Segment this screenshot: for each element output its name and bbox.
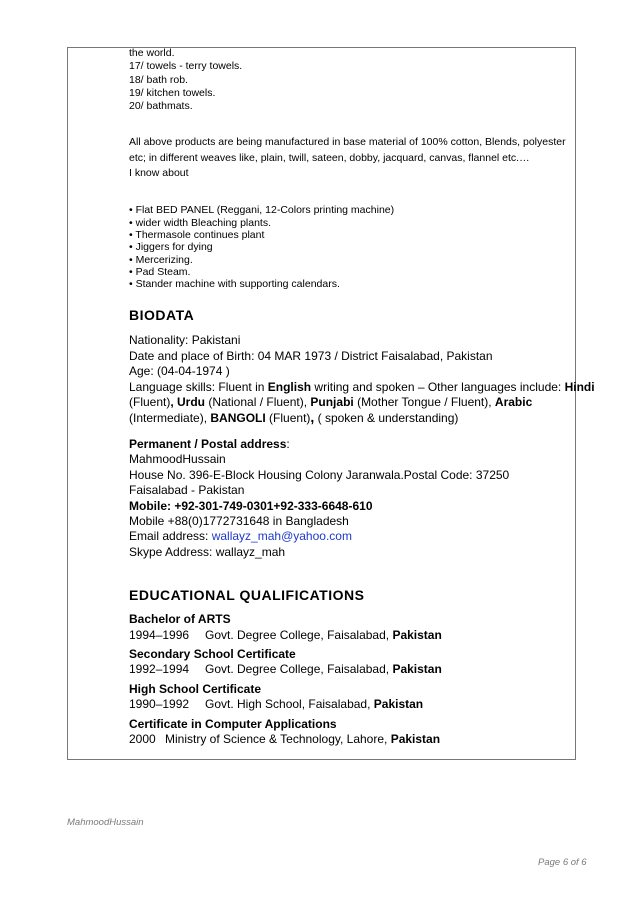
degree-title	[129, 717, 579, 732]
contact-name: MahmoodHussain	[129, 452, 226, 467]
degree-country: Pakistan	[390, 731, 441, 746]
email-line	[129, 529, 579, 544]
degree-title-text: Bachelor of ARTS	[129, 612, 231, 627]
education-item	[129, 647, 579, 678]
mobile-pakistan-text: Mobile: +92-301-749-0301+92-333-6648-610	[129, 498, 373, 513]
lang-punjabi: Punjabi	[310, 395, 354, 410]
skype: Skype Address: wallayz_mah	[129, 544, 286, 559]
degree-details	[129, 662, 579, 677]
degree-details	[129, 628, 579, 643]
degree-years: 2000	[129, 731, 156, 746]
degree-country: Pakistan	[392, 627, 442, 642]
degree-country: Pakistan	[392, 662, 442, 677]
product-line: the world.	[129, 47, 175, 59]
degree-institution: Govt. High School, Faisalabad,	[205, 697, 374, 712]
address-label-line	[129, 437, 579, 452]
degree-details	[129, 732, 579, 747]
degree-years: 1994–1996	[129, 627, 190, 642]
product-line: 19/ kitchen towels.	[129, 86, 216, 99]
biodata-heading: BIODATA	[129, 307, 195, 324]
footer-page-number: Page 6 of 6	[538, 857, 587, 868]
lang-text: writing and spoken – Other languages include:	[311, 379, 565, 394]
education-heading: EDUCATIONAL QUALIFICATIONS	[129, 587, 365, 604]
education-item	[129, 682, 579, 713]
language-skills	[129, 379, 595, 395]
language-skills-cont	[129, 410, 579, 426]
degree-years: 1992–1994	[129, 662, 190, 677]
lang-hindi: Hindi	[564, 379, 595, 394]
degree-title-text: High School Certificate	[129, 681, 262, 696]
products-paragraph	[129, 136, 579, 180]
degree-details	[129, 697, 579, 712]
degree-title	[129, 647, 579, 662]
lang-english: English	[267, 379, 312, 394]
email-link[interactable]: wallayz_mah@yahoo.com	[211, 529, 352, 544]
degree-institution: Ministry of Science & Technology, Lahore,	[165, 731, 391, 746]
lang-text: Language skills: Fluent in	[129, 379, 268, 394]
degree-title-text: Secondary School Certificate	[129, 646, 296, 661]
bullet-item: • Flat BED PANEL (Reggani, 12-Colors printing machine)	[129, 204, 395, 217]
footer-author: MahmoodHussain	[67, 817, 144, 828]
education-item	[129, 612, 579, 643]
house-address: House No. 396-E-Block Housing Colony Jaranwala.Postal Code: 37250	[129, 467, 510, 482]
product-line: 17/ towels - terry towels.	[129, 60, 243, 73]
mobile-bangladesh: Mobile +88(0)1772731648 in Bangladesh	[129, 513, 349, 528]
degree-institution: Govt. Degree College, Faisalabad,	[205, 662, 393, 677]
page-content	[129, 47, 595, 747]
address-section	[129, 437, 579, 560]
age: Age: (04-04-1974 )	[129, 364, 230, 379]
nationality: Nationality: Pakistani	[129, 333, 241, 348]
birth-info: Date and place of Birth: 04 MAR 1973 / District Faisalabad, Pakistan	[129, 348, 493, 363]
degree-title	[129, 612, 579, 627]
biodata-section	[129, 333, 595, 426]
paragraph-line: All above products are being manufactured in base material of 100% cotton, Blends, polyester	[129, 136, 566, 149]
degree-title-text: Certificate in Computer Applications	[129, 716, 337, 731]
degree-institution: Govt. Degree College, Faisalabad,	[205, 627, 393, 642]
language-skills-cont	[129, 395, 579, 410]
mobile-pakistan	[129, 499, 579, 514]
lang-arabic: Arabic	[494, 395, 533, 410]
degree-country: Pakistan	[373, 697, 424, 712]
bullet-item: • Jiggers for dying	[129, 241, 213, 254]
lang-comma: ,	[310, 409, 315, 426]
lang-text: (Intermediate),	[129, 411, 211, 426]
lang-text: ( spoken & understanding)	[314, 411, 459, 426]
education-list	[129, 612, 579, 747]
product-list	[129, 47, 579, 113]
education-item	[129, 717, 579, 748]
lang-text: (Fluent)	[265, 411, 311, 426]
lang-text: (Fluent)	[129, 395, 171, 410]
machine-bullets	[129, 204, 579, 290]
bullet-item: • wider width Bleaching plants.	[129, 216, 272, 229]
bullet-item: • Thermasole continues plant	[129, 228, 265, 241]
email-label: Email address:	[129, 529, 212, 544]
city: Faisalabad - Pakistan	[129, 483, 245, 498]
lang-bangoli: BANGOLI	[210, 411, 266, 426]
lang-urdu: , Urdu	[170, 395, 206, 410]
address-label-colon: :	[286, 436, 290, 451]
bullet-item: • Pad Steam.	[129, 265, 191, 278]
bullet-item: • Mercerizing.	[129, 253, 193, 266]
paragraph-line: etc; in different weaves like, plain, twill, sateen, dobby, jacquard, canvas, flannel etc.…	[129, 151, 530, 164]
degree-title	[129, 682, 579, 697]
degree-years: 1990–1992	[129, 697, 190, 712]
lang-text: (National / Fluent),	[205, 395, 311, 410]
lang-text: (Mother Tongue / Fluent),	[353, 395, 495, 410]
paragraph-line: I know about	[129, 167, 189, 180]
product-line: 18/ bath rob.	[129, 73, 188, 86]
bullet-item: • Stander machine with supporting calendars.	[129, 278, 340, 291]
address-label: Permanent / Postal address	[129, 436, 287, 451]
product-line: 20/ bathmats.	[129, 100, 193, 113]
